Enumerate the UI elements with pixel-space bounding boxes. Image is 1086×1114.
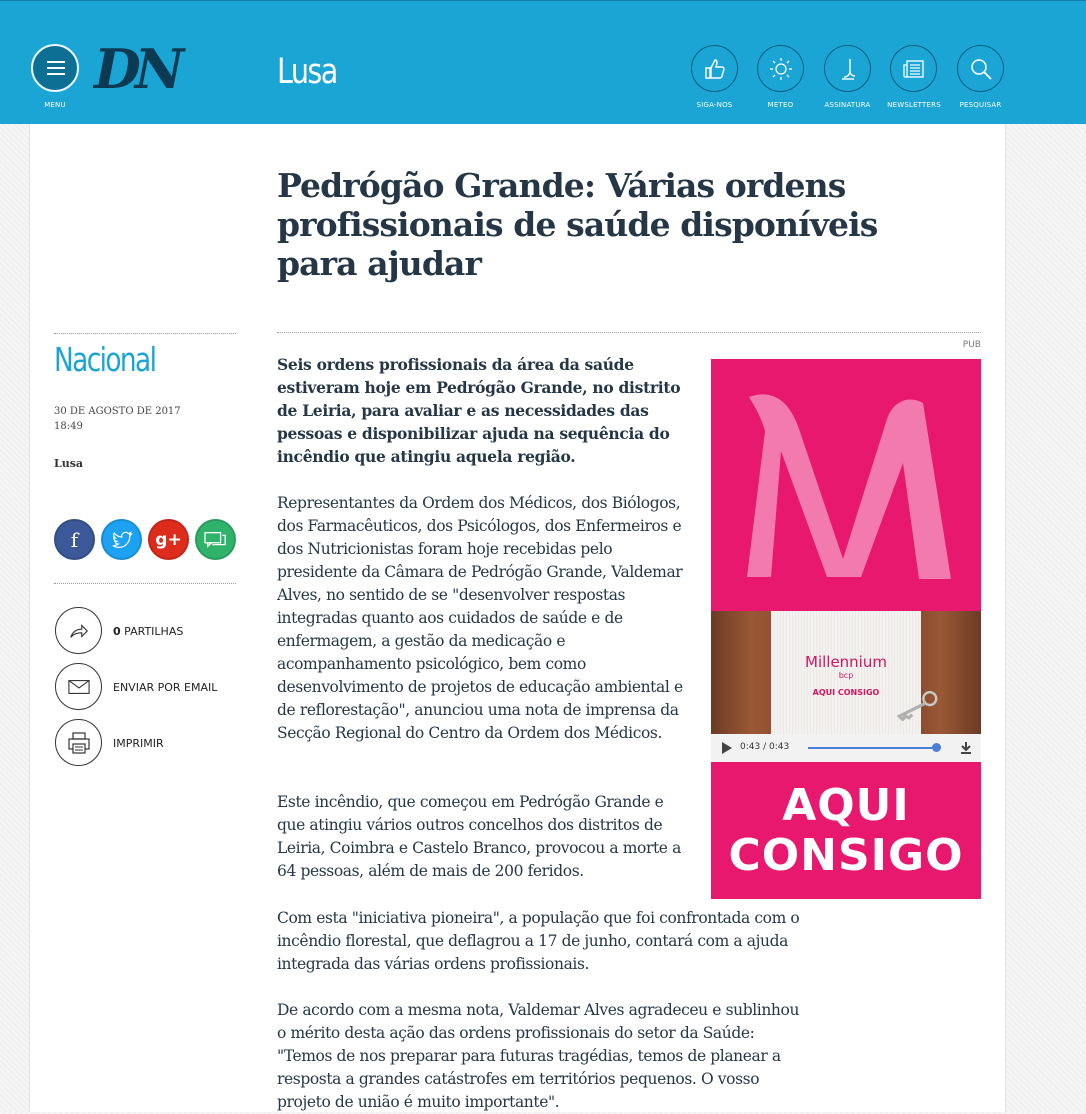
share-arrow-icon [68, 620, 90, 642]
site-header [0, 0, 1086, 124]
share-divider [54, 583, 236, 584]
search-icon [969, 57, 993, 81]
share-count [113, 625, 183, 638]
search-button[interactable] [957, 45, 1004, 92]
follow-button[interactable] [691, 45, 738, 92]
video-progress-handle[interactable] [932, 743, 941, 752]
menu-bar [47, 73, 65, 75]
facebook-icon: f [70, 527, 79, 552]
menu-bar [47, 67, 65, 69]
sidebar-divider [54, 333, 236, 334]
printer-icon [67, 731, 91, 755]
subscription-label: ASSINATURA [824, 101, 871, 109]
print-button[interactable] [55, 719, 102, 766]
article-date [54, 404, 181, 434]
newspaper-icon [902, 57, 926, 81]
ad-brand-sub: bcp [838, 671, 854, 680]
comments-button[interactable] [195, 519, 236, 560]
search-label: PESQUISAR [959, 101, 1002, 109]
newsletters-label: NEWSLETTERS [887, 101, 941, 109]
dn-logo[interactable] [92, 40, 192, 96]
article-paragraph: Este incêndio, que começou em Pedrógão Grande e que atingiu vários outros concelhos dos distritos de Leiria, Coimbra e Castelo Branco, provocou a morte a 64 pessoas, além de mais de 200 feridos. [277, 793, 681, 880]
article-paragraph: Representantes da Ordem dos Médicos, dos Biólogos, dos Farmacêuticos, dos Psicólogos, dos Enfermeiros e dos Nutricionistas foram hoje recebidas pelo presidente da Câmara de Pedrógão Grande, Valdemar Alves, no sentido de se "desenvolver respostas integradas quanto aos cuidados de saúde e de enfermagem, a gestão da medicação e acompanhamento psicológico, bem como desenvolvimento de projetos de educação ambiental e de reflorestação", anunciou uma nota de imprensa da Secção Regional do Centro da Ordem dos Médicos. [277, 494, 683, 742]
article-section[interactable]: Nacional [54, 340, 156, 379]
ad-brand-name: Millennium [805, 653, 887, 671]
ad-tagline: AQUI CONSIGO [812, 688, 880, 697]
video-progress-fill [808, 747, 936, 749]
twitter-icon [111, 529, 133, 551]
sun-icon [769, 57, 793, 81]
menu-button[interactable] [31, 44, 79, 92]
share-count-label: PARTILHAS [124, 625, 184, 638]
google-plus-icon: g+ [155, 529, 182, 550]
video-time: 0:43 / 0:43 [740, 742, 790, 752]
article-paragraph: Com esta "iniciativa pioneira", a população que foi confrontada com o incêndio florestal, que deflagrou a 17 de junho, contará com a ajuda integrada das várias ordens profissionais. [277, 909, 800, 973]
weather-label: METEO [767, 101, 794, 109]
thumbs-up-icon [703, 57, 727, 81]
key-icon [893, 689, 941, 721]
header-section-title[interactable]: Lusa [277, 52, 337, 92]
pen-icon [836, 57, 860, 81]
newsletters-button[interactable] [890, 45, 937, 92]
menu-label: MENU [44, 101, 66, 109]
print-label[interactable]: IMPRIMIR [113, 737, 164, 750]
comments-icon [203, 529, 229, 551]
ad-banner-line2: CONSIGO [728, 829, 964, 881]
article-author[interactable]: Lusa [54, 457, 84, 470]
twitter-share-button[interactable] [101, 519, 142, 560]
millennium-m-logo [711, 359, 981, 611]
envelope-icon [68, 676, 90, 698]
ad-banner-line1: AQUI [782, 779, 910, 831]
publish-date: 30 DE AGOSTO DE 2017 [54, 406, 181, 417]
play-icon[interactable] [721, 742, 733, 754]
advertisement[interactable] [711, 359, 981, 899]
logo-text: DN [94, 40, 179, 96]
video-controls [711, 734, 981, 762]
email-label[interactable]: ENVIAR POR EMAIL [113, 681, 218, 694]
video-progress-track[interactable] [808, 747, 936, 749]
article-title: Pedrógão Grande: Várias ordens profissionais de saúde disponíveis para ajudar [277, 166, 878, 283]
facebook-share-button[interactable] [54, 519, 95, 560]
download-icon[interactable] [959, 741, 973, 755]
email-button[interactable] [55, 663, 102, 710]
follow-label: SIGA-NOS [696, 101, 733, 109]
article-paragraph: De acordo com a mesma nota, Valdemar Alves agradeceu e sublinhou o mérito desta ação das ordens profissionais do setor da Saúde: "Temos de nos preparar para futuras tragédias, temos de planear a resposta a grandes catástrofes em territórios pequenos. O vosso projeto de união é muito importante". [277, 1001, 800, 1111]
google-plus-share-button[interactable] [148, 519, 189, 560]
subscription-button[interactable] [824, 45, 871, 92]
ad-banner[interactable] [711, 762, 981, 899]
weather-button[interactable] [757, 45, 804, 92]
share-count-button[interactable] [55, 607, 102, 654]
ad-video-frame[interactable] [711, 611, 981, 734]
ad-brand-panel[interactable] [711, 359, 981, 611]
publish-time: 18:49 [54, 421, 83, 432]
article-lead: Seis ordens profissionais da área da saúde estiveram hoje em Pedrógão Grande, no distrito de Leiria, para avaliar e as necessidades das pessoas e disponibilizar ajuda na sequência do incêndio que atingiu aquela região. [277, 355, 681, 466]
menu-bar [47, 61, 65, 63]
share-count-value: 0 [113, 625, 121, 638]
ad-label: PUB [962, 340, 981, 350]
content-divider [277, 332, 981, 333]
